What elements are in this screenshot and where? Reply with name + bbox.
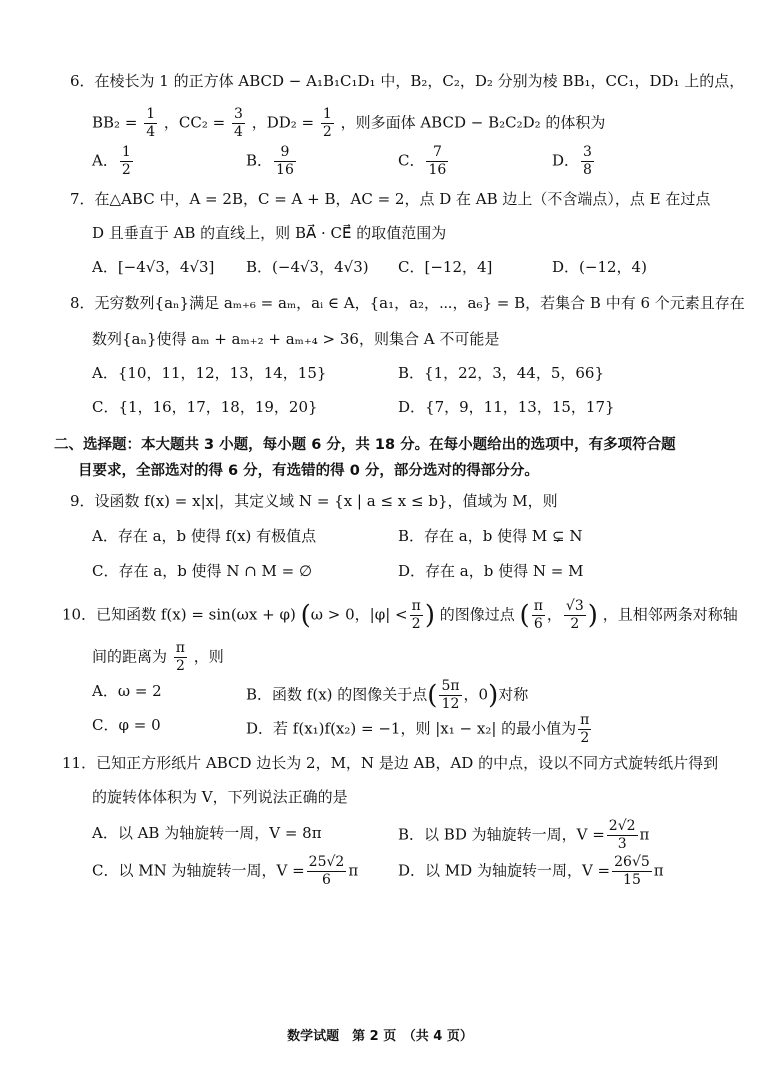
q7-option-c: C．[−12，4] <box>398 258 493 276</box>
q10-option-a: A．ω = 2 <box>92 682 162 700</box>
q10-right-paren: ) <box>424 600 435 631</box>
q11-stem-line2: 的旋转体体积为 V，下列说法正确的是 <box>92 788 348 806</box>
q7-stem-line2: D 且垂直于 AB 的直线上，则 BA⃗ · CE⃗ 的取值范围为 <box>92 224 447 242</box>
q8-option-c: C．{1，16，17，18，19，20} <box>92 398 318 416</box>
q10-axes-text: ，且相邻两条对称轴 <box>602 605 738 624</box>
section2-heading-line1: 二、选择题：本大题共 3 小题，每小题 6 分，共 18 分。在每小题给出的选项中，有多项符合题 <box>54 437 676 453</box>
q6-stem-line2 <box>92 106 605 141</box>
q6-option-c: C． $\frac{7}{16}$ <box>398 144 447 178</box>
q7-stem-line1: 7．在△ABC 中，A = 2B，C = A + B，AC = 2，点 D 在 AB 边上（不含端点），点 E 在过点 <box>70 190 711 208</box>
q6-frac-bb2: $\frac{1}{4}$ <box>146 106 156 140</box>
q10-function: 10．已知函数 f(x) = sin(ωx + φ) <box>62 605 296 624</box>
q10-condition: ω > 0，|φ| < <box>310 605 408 624</box>
q10-frac-pi-2: $\frac{\pi}{2}$ <box>411 598 421 632</box>
q9-option-a: A．存在 a，b 使得 f(x) 有极值点 <box>92 527 317 545</box>
q8-stem-line1: 8．无穷数列{aₙ}满足 aₘ₊₆ = aₘ，aᵢ ∈ A，{a₁，a₂，⋯，a₆} = B，若集合 B 中有 6 个元素且存在 <box>70 294 745 312</box>
q11-stem-line1: 11．已知正方形纸片 ABCD 边长为 2，M，N 是边 AB，AD 的中点，设以不同方式旋转纸片得到 <box>62 754 719 772</box>
q9-stem: 9．设函数 f(x) = x|x|，其定义域 N = {x | a ≤ x ≤ b}，值域为 M，则 <box>70 492 558 510</box>
q10-passes-point: 的图像过点 <box>439 605 515 624</box>
q6-option-b: B． $\frac{9}{16}$ <box>246 144 294 178</box>
q10-stem-line1: 10．已知函数 f(x) = sin(ωx + φ) (ω > 0，|φ| < $\frac{\pi}{2}$ ) 的图像过点 ( $\frac{\pi}{6}$ ， $\frac{√3}{2}$ ) ，且相邻两条对称轴 <box>62 598 738 632</box>
q10-distance: 间的距离为 <box>92 647 168 666</box>
q6-option-d: D． $\frac{3}{8}$ <box>552 144 592 178</box>
q6-frac-cc2: $\frac{3}{4}$ <box>233 106 243 140</box>
q10-point-left-paren: ( <box>519 600 530 631</box>
q6-dd2: ，DD₂ = <box>251 113 315 132</box>
q10-stem-line2 <box>92 640 224 675</box>
q8-option-d: D．{7，9，11，13，15，17} <box>398 398 615 416</box>
q9-option-d: D．存在 a，b 使得 N = M <box>398 562 584 580</box>
q10-option-d: D．若 f(x₁)f(x₂) = −1，则 |x₁ − x₂| 的最小值为 $\frac{\pi}{2}$ <box>246 712 590 746</box>
q10-left-paren: ( <box>300 600 311 631</box>
q10-point-right-paren: ) <box>587 600 598 631</box>
q11-option-d: D．以 MD 为轴旋转一周，V = $\frac{26√5}{15}$ π <box>398 854 664 888</box>
page-footer: 数学试题 第 2 页 （共 4 页） <box>287 1029 473 1044</box>
q6-question: ，则多面体 ABCD − B₂C₂D₂ 的体积为 <box>340 113 606 132</box>
q10-frac-pi-6: $\frac{\pi}{6}$ <box>533 598 543 632</box>
q6-frac-dd2: $\frac{1}{2}$ <box>322 106 332 140</box>
q10-frac-distance: $\frac{\pi}{2}$ <box>175 640 185 674</box>
q8-option-a: A．{10，11，12，13，14，15} <box>92 364 327 382</box>
q9-option-b: B．存在 a，b 使得 M ⊊ N <box>398 527 583 545</box>
q6-cc2: ，CC₂ = <box>163 113 226 132</box>
q10-then: ，则 <box>193 647 224 666</box>
q7-option-d: D．(−12，4) <box>552 258 647 276</box>
q6-stem-line1: 6．在棱长为 1 的正方体 ABCD − A₁B₁C₁D₁ 中，B₂，C₂，D₂ 分别为棱 BB₁，CC₁，DD₁ 上的点， <box>70 72 745 90</box>
section2-heading-line2: 目要求，全部选对的得 6 分，有选错的得 0 分，部分选对的得部分分。 <box>78 463 539 479</box>
q10-frac-sqrt3-2: $\frac{√3}{2}$ <box>565 598 584 632</box>
q7-option-a: A．[−4√3，4√3] <box>92 258 215 276</box>
q10-option-b: B．函数 f(x) 的图像关于点( $\frac{5\pi}{12}$ ，0)对称 <box>246 678 529 712</box>
q8-stem-line2: 数列{aₙ}使得 aₘ + aₘ₊₂ + aₘ₊₄ > 36，则集合 A 不可能是 <box>92 330 500 348</box>
q7-option-b: B．(−4√3，4√3) <box>246 258 369 276</box>
q9-option-c: C．存在 a，b 使得 N ∩ M = ∅ <box>92 562 313 580</box>
q6-option-a: A． $\frac{1}{2}$ <box>92 144 131 178</box>
q8-option-b: B．{1，22，3，44，5，66} <box>398 364 605 382</box>
q6-bb2: BB₂ = <box>92 113 138 132</box>
q11-option-a: A．以 AB 为轴旋转一周，V = 8π <box>92 824 322 842</box>
q11-option-c: C．以 MN 为轴旋转一周，V = $\frac{25√2}{6}$ π <box>92 854 359 888</box>
q11-option-b: B．以 BD 为轴旋转一周，V = $\frac{2√2}{3}$ π <box>398 818 650 852</box>
q10-option-c: C．φ = 0 <box>92 716 161 734</box>
